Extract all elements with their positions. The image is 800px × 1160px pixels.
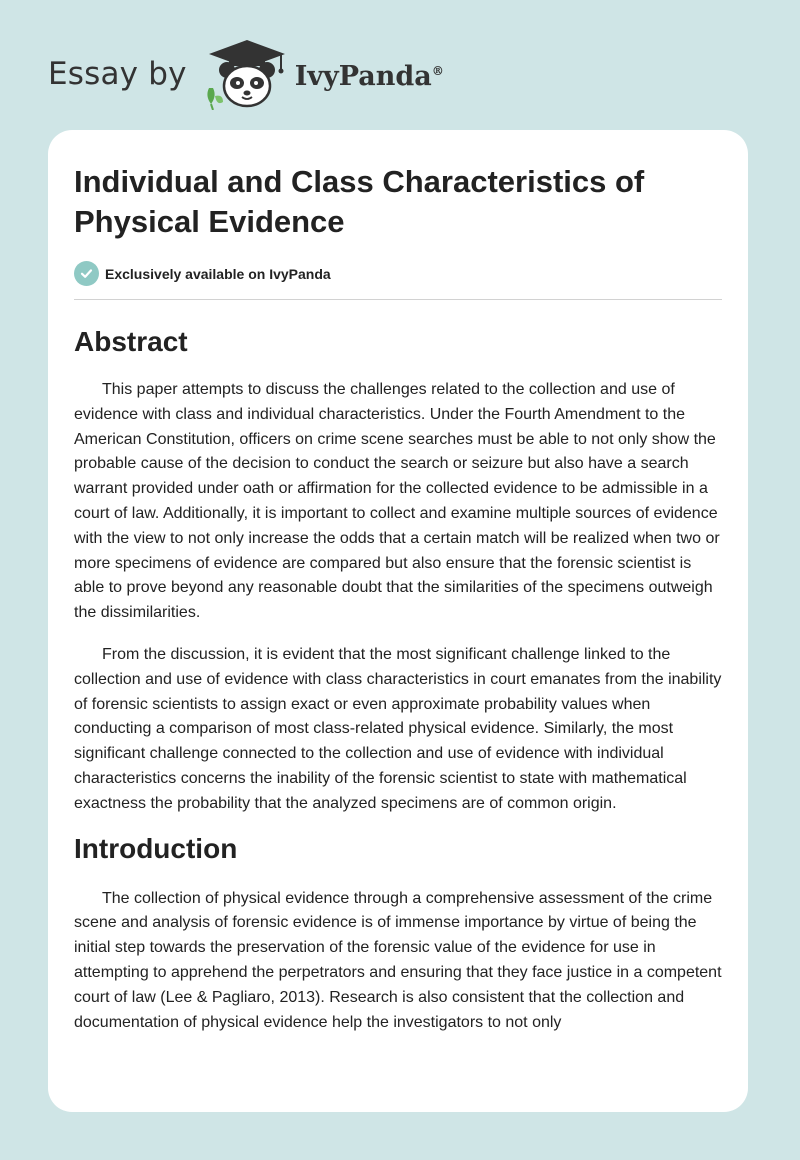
essay-card	[48, 130, 748, 1112]
section-heading-abstract: Abstract	[74, 326, 188, 357]
brand-name: IvyPanda®	[294, 60, 444, 92]
panda-logo-icon	[201, 38, 293, 110]
paragraph: The collection of physical evidence through a comprehensive assessment of the crime scene and analysis of forensic evidence is of immense importance by virtue of being the initial step towards the preservation of the forensic value of the evidence for use in attempting to apprehend the perpetrators and ensuring that they face justice in a competent court of law (Lee & Pagliaro, 2013). Research is also consistent that the collection and documentation of physical evidence help the investigators to not only	[74, 889, 722, 1031]
badge-label: Exclusively available on IvyPanda	[105, 265, 331, 282]
exclusive-badge	[74, 261, 722, 300]
paragraph: This paper attempts to discuss the challenges related to the collection and use of evidence with class and individual characteristics. Under the Fourth Amendment to the American Constitution, officers on crime scene searches must be able to not only show the probable cause of the decision to conduct the search or seizure but also have a search warrant provided under oath or affirmation for the collected evidence to be admissible in a court of law. Additionally, it is important to collect and examine multiple sources of evidence with the view to not only increase the odds that a certain match will be realized when two or more specimens of evidence are compared but also ensure that the forensic scientist is able to prove beyond any reasonable doubt that the similarities of the specimens outweigh the dissimilarities.	[74, 381, 720, 622]
page-title: Individual and Class Characteristics of Physical Evidence	[74, 164, 645, 239]
site-brand[interactable]	[48, 38, 444, 110]
paragraph: From the discussion, it is evident that the most significant challenge linked to the collection and use of evidence with class characteristics in court emanates from the inability of forensic scientists to assign exact or even approximate probability values when conducting a comparison of most class-related physical evidence. Similarly, the most significant challenge connected to the collection and use of evidence with individual characteristics concerns the inability of the forensic scientist to state with mathematical exactness the probability that the analyzed specimens are of common origin.	[74, 645, 722, 812]
section-heading-introduction: Introduction	[74, 832, 238, 864]
brand-prefix: Essay by	[48, 56, 187, 92]
check-circle-icon	[74, 261, 99, 286]
